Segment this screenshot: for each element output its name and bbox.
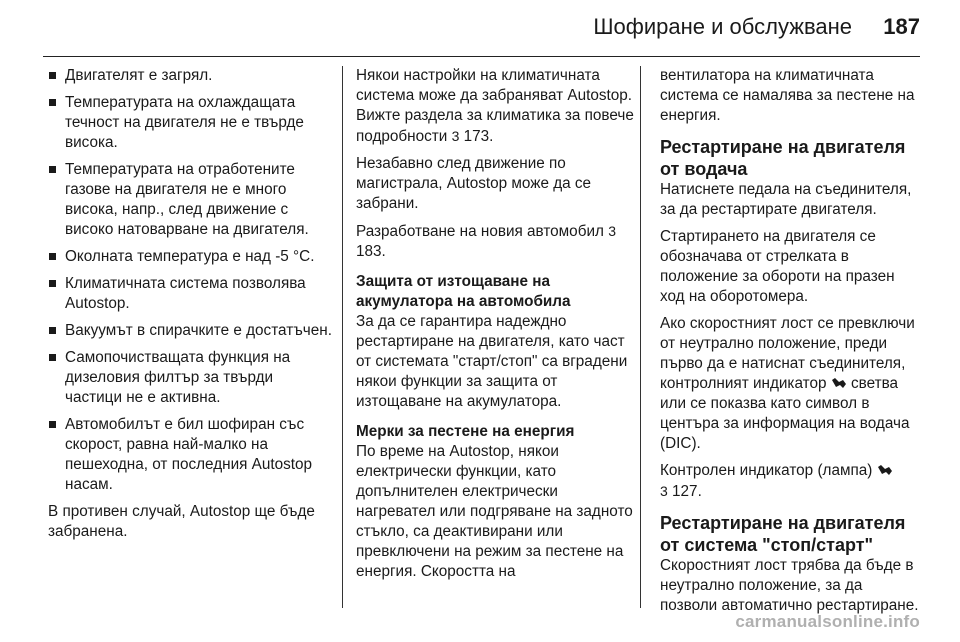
paragraph-text: Ако скоростният лост се превключи от неутрално положение, преди първо да е натиснат съединителя, контролният индикатор — [660, 315, 915, 392]
list-item: Самопочистващата функция на дизеловия филтър за твърди частици не е активна. — [48, 348, 333, 408]
list-item: Температурата на охлаждащата течност на двигателя не е твърде висока. — [48, 93, 333, 153]
reference-arrow: 3 — [660, 483, 668, 499]
paragraph — [356, 66, 636, 147]
paragraph-text: Разработване на новия автомобил — [356, 223, 604, 240]
column-1 — [48, 66, 333, 549]
header-rule — [43, 56, 920, 57]
paragraph-text: светва или се показва като символ в центъра за информация на водача (DIC). — [660, 375, 910, 452]
section-heading: Рестартиране на двигателя от водача — [660, 137, 906, 179]
list-item: Вакуумът в спирачките е достатъчен. — [48, 321, 333, 341]
list-item: Околната температура е над -5 °C. — [48, 247, 333, 267]
page-header — [0, 0, 960, 60]
autostop-indicator-icon — [831, 377, 847, 389]
paragraph — [356, 221, 636, 262]
page-reference-link[interactable]: 183. — [356, 243, 386, 260]
paragraph: вентилатора на климатичната система се намалява за пестене на енергия. — [660, 67, 915, 124]
page-reference-link[interactable]: 127. — [672, 483, 702, 500]
paragraph-text: Някои настройки на климатичната система може да забраняват Autostop. Вижте раздела за климатика за повече подробности — [356, 67, 634, 145]
paragraph: Натиснете педала на съединителя, за да рестартирате двигателя. — [660, 181, 912, 218]
page-reference-link[interactable]: 173. — [463, 128, 494, 145]
paragraph: Стартирането на двигателя се обозначава от стрелката в положение за обороти на празен ход на оборотомера. — [660, 228, 895, 305]
column-3 — [660, 66, 922, 623]
page-number: 187 — [883, 14, 920, 39]
autostop-indicator-icon — [877, 464, 893, 476]
closing-paragraph: В противен случай, Autostop ще бъде забранена. — [48, 503, 315, 540]
column-divider-2 — [640, 66, 641, 608]
header-title: Шофиране и обслужване — [593, 14, 852, 39]
paragraph: По време на Autostop, някои електрически функции, като допълнителен електрически нагревател или подгряване на задното стъкло, са деактивирани или превключени на режим за пестене на енергия. Скоростта на — [356, 443, 633, 580]
paragraph — [660, 461, 922, 502]
section-heading: Защита от изтощаване на акумулатора на автомобила — [356, 273, 571, 310]
column-2 — [356, 66, 636, 589]
list-item: Автомобилът е бил шофиран със скорост, равна най-малко на пешеходна, от последния Autostop насам. — [48, 415, 333, 495]
reference-arrow: 3 — [608, 223, 616, 239]
paragraph — [660, 314, 922, 454]
section-heading: Рестартиране на двигателя от система "стоп/старт" — [660, 513, 906, 555]
watermark: carmanualsonline.info — [735, 612, 920, 631]
section-heading: Мерки за пестене на енергия — [356, 423, 575, 440]
paragraph-text: Контролен индикатор (лампа) — [660, 462, 873, 479]
paragraph: Незабавно след движение по магистрала, Autostop може да се забрани. — [356, 155, 592, 212]
list-item: Температурата на отработените газове на двигателя не е много висока, напр., след движение с високо натоварване на двигателя. — [48, 160, 333, 240]
list-item: Двигателят е загрял. — [48, 66, 333, 86]
column-divider-1 — [342, 66, 343, 608]
condition-list — [48, 66, 333, 495]
paragraph: За да се гарантира надеждно рестартиране на двигателя, като част от системата "старт/стоп" са вградени някои функции за защита от изтощаване на акумулатора. — [356, 313, 628, 410]
reference-arrow: 3 — [451, 128, 460, 144]
list-item: Климатичната система позволява Autostop. — [48, 274, 333, 314]
paragraph: Скоростният лост трябва да бъде в неутрално положение, за да позволи автоматично рестартиране. — [660, 557, 919, 614]
